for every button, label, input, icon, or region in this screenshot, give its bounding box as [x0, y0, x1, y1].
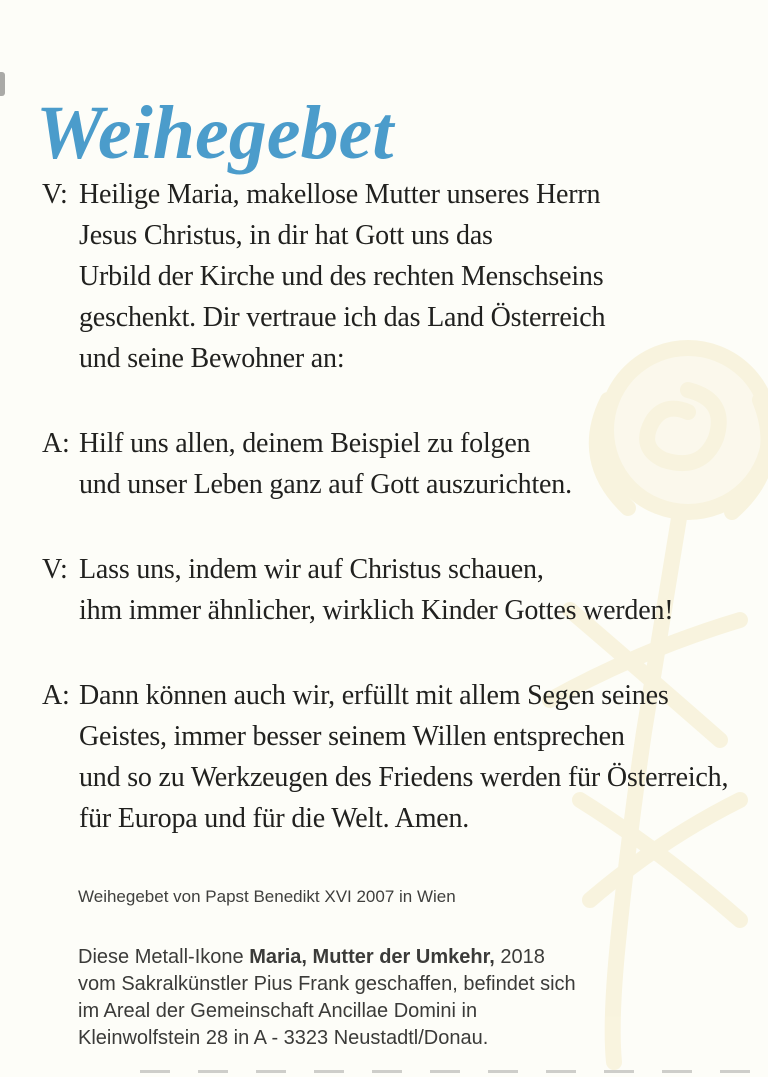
verse-1	[42, 174, 748, 379]
verse-line	[42, 675, 748, 716]
verse-line	[42, 423, 748, 464]
scan-artifact-speck	[0, 72, 5, 96]
colophon-text: 2018	[494, 946, 545, 968]
scan-edge-line	[140, 1070, 768, 1073]
speaker-label: A:	[42, 680, 70, 711]
verse-line-text: Geistes, immer besser seinem Willen entsprechen	[79, 721, 625, 752]
verse-line-text: für Europa und für die Welt. Amen.	[79, 803, 470, 834]
verse-line-text: Heilige Maria, makellose Mutter unseres Herrn	[79, 179, 601, 210]
verse-line-text: Hilf uns allen, deinem Beispiel zu folgen	[79, 428, 531, 459]
page-title: Weihegebet	[36, 90, 394, 175]
speaker-label: V:	[42, 554, 68, 585]
verse-line-text: Urbild der Kirche und des rechten Menschseins	[79, 261, 604, 292]
verse-4	[42, 675, 748, 839]
icon-title-bold: Maria, Mutter der Umkehr,	[249, 946, 495, 968]
verse-line-text: und so zu Werkzeugen des Friedens werden für Österreich,	[79, 762, 729, 793]
prayer-text	[42, 174, 748, 883]
colophon-line: vom Sakralkünstler Pius Frank geschaffen, befindet sich	[78, 973, 576, 995]
colophon-text: Diese Metall-Ikone	[78, 946, 250, 968]
verse-line-text: und unser Leben ganz auf Gott auszurichten.	[79, 469, 572, 500]
speaker-label: V:	[42, 179, 68, 210]
verse-line-text: und seine Bewohner an:	[79, 343, 345, 374]
verse-line-text: Lass uns, indem wir auf Christus schauen,	[79, 554, 544, 585]
verse-2	[42, 423, 748, 505]
icon-colophon	[78, 944, 576, 1052]
verse-line-text: Jesus Christus, in dir hat Gott uns das	[79, 220, 493, 251]
prayer-attribution: Weihegebet von Papst Benedikt XVI 2007 in Wien	[78, 887, 456, 906]
colophon-line	[78, 944, 576, 971]
verse-line-text: Dann können auch wir, erfüllt mit allem Segen seines	[79, 680, 669, 711]
verse-line	[42, 174, 748, 215]
verse-line	[42, 549, 748, 590]
verse-line-text: ihm immer ähnlicher, wirklich Kinder Gottes werden!	[79, 595, 674, 626]
verse-3	[42, 549, 748, 631]
speaker-label: A:	[42, 428, 70, 459]
colophon-line: Kleinwolfstein 28 in A - 3323 Neustadtl/Donau.	[78, 1027, 489, 1049]
verse-line-text: geschenkt. Dir vertraue ich das Land Österreich	[79, 302, 606, 333]
colophon-line: im Areal der Gemeinschaft Ancillae Domini in	[78, 1000, 478, 1022]
